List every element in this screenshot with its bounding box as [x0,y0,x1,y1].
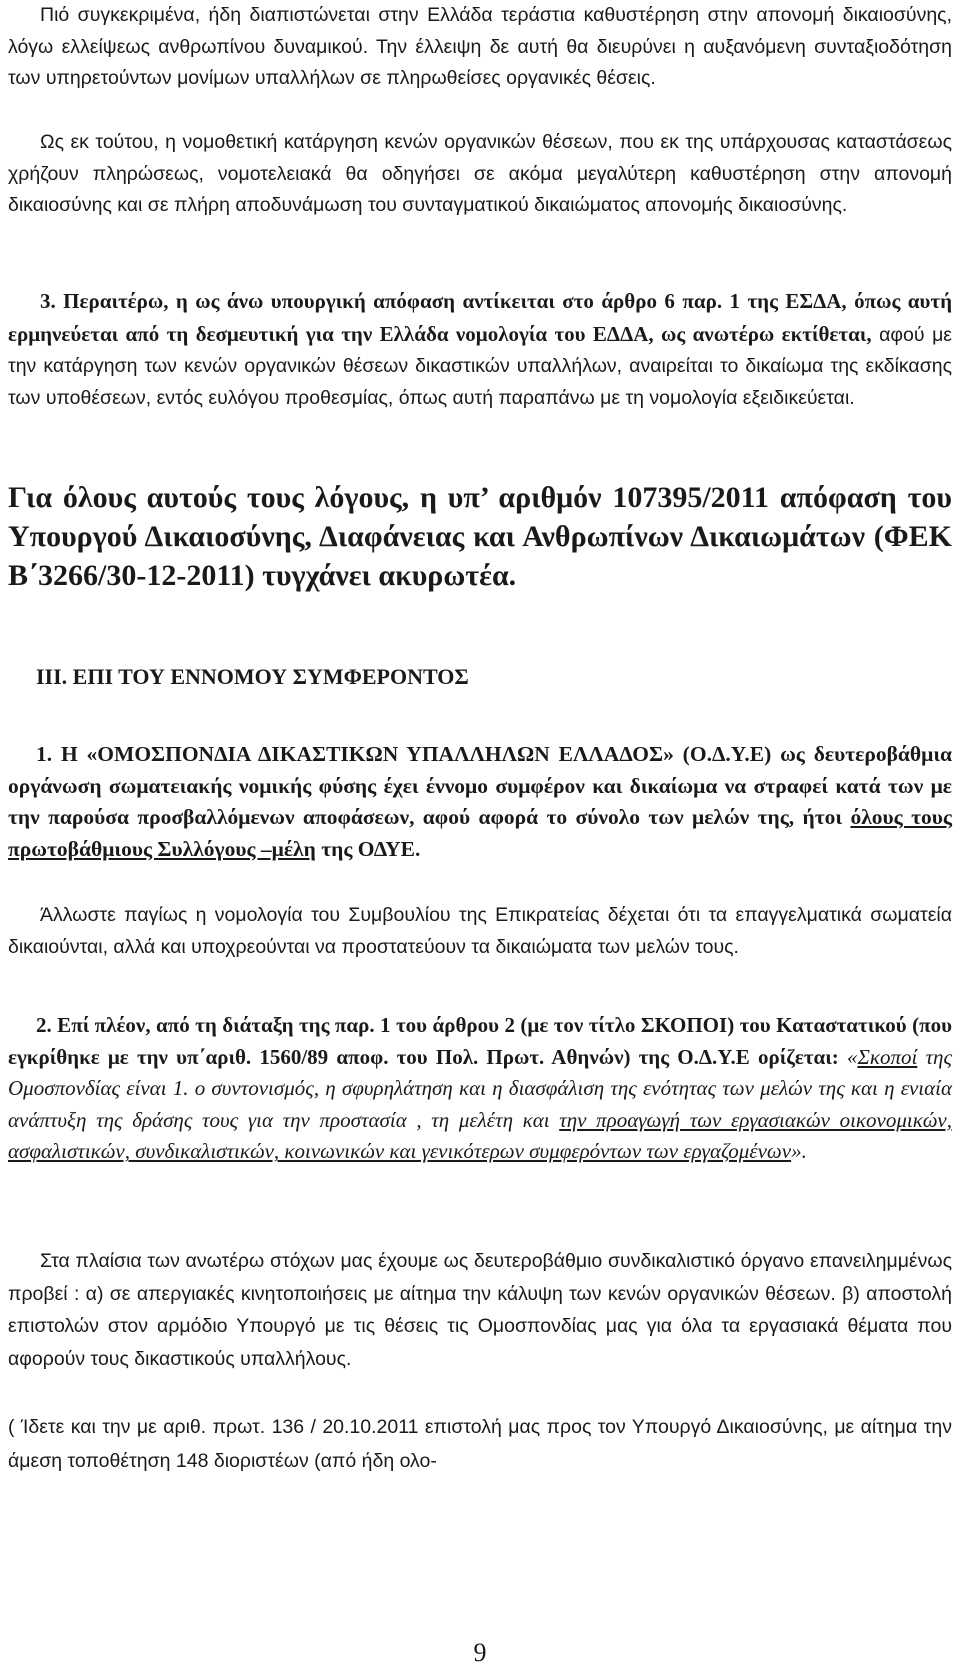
page-number: 9 [473,1638,487,1667]
paragraph-actions: Στα πλαίσια των ανωτέρω στόχων μας έχουμε ως δευτεροβάθμιο συνδικαλιστικό όργανο επανειλημμένως προβεί : α) σε απεργιακές κινητοποιήσεις με αίτημα την κάλυψη των κενών οργανικών θέσεων. β) αποστολή επιστολών στον αρμόδιο Υπουργό με τις θέσεις τις Ομοσπονδίας μας για όλα τα εργασιακά θέματα που αφορούν τους δικαστικούς υπαλλήλους. [8,1250,952,1370]
item2-quote-close: ». [791,1139,807,1164]
item1-text-a: 1. Η «ΟΜΟΣΠΟΝΔΙΑ ΔΙΚΑΣΤΙΚΩΝ ΥΠΑΛΛΗΛΩΝ ΕΛΛΑΔΟΣ» (Ο.Δ.Υ.Ε) ως δευτεροβάθμια οργάνωση σωματειακής νομικής φύσης έχει έννομο συμφέρον και δικαίωμα να στραφεί κατά των με την παρούσα προσβαλλόμενων αποφάσεων, αφού αφορά το σύνολο των μελών της, ήτοι [8,742,952,830]
item2-quote-plain: της Ομοσπονδίας είναι 1. ο συντονισμός, η σφυρηλάτηση και η διασφάλιση της ενότητας των μελών της και η ενιαία ανάπτυξη της δράσης τους για την προστασία , τη μελέτη και [8,1044,952,1132]
conclusion-statement: Για όλους αυτούς τους λόγους, η υπ’ αριθμόν 107395/2011 απόφαση του Υπουργού Δικαιοσύνης, Διαφάνειας και Ανθρωπίνων Δικαιωμάτων (ΦΕΚ Β΄3266/30-12-2011) τυγχάνει ακυρωτέα. [8,481,952,592]
item1-underlined: όλους τους πρωτοβάθμιους Συλλόγους –μέλη [8,805,952,861]
section-heading: ΙΙΙ. ΕΠΙ ΤΟΥ ΕΝΝΟΜΟΥ ΣΥΜΦΕΡΟΝΤΟΣ [36,664,469,689]
item2-quote-underlined-2: την προαγωγή των εργασιακών οικονομικών, ασφαλιστικών, συνδικαλιστικών, κοινωνικών και γενικότερων συμφερόντων των εργαζομένων [8,1107,953,1164]
paragraph-consequence: Ως εκ τούτου, η νομοθετική κατάργηση κενών οργανικών θέσεων, που εκ της υπάρχουσας καταστάσεως χρήζουν πληρώσεως, νομοτελειακά θα οδηγήσει σε ακόμα μεγαλύτερη καθυστέρηση στην απονομή δικαιοσύνης και σε πλήρη αποδυνάμωση του συνταγματικού δικαιώματος απονομής δικαιοσύνης. [8,131,952,217]
item2-quote-open: « [838,1044,858,1069]
paragraph-case-law: Άλλωστε παγίως η νομολογία του Συμβουλίου της Επικρατείας δέχεται ότι τα επαγγελματικά σωματεία δικαιούνται, αλλά και υποχρεούνται να προστατεύουν τα δικαιώματα των μελών τους. [8,904,952,958]
paragraph-echr-bold: 3. Περαιτέρω, η ως άνω υπουργική απόφαση αντίκειται στο άρθρο 6 παρ. 1 της ΕΣΔΑ, όπως αυτή ερμηνεύεται από τη δεσμευτική για την Ελλάδα νομολογία του ΕΔΔΑ, ως ανωτέρω εκτίθεται, [8,289,952,346]
paragraph-echr-article [8,286,952,414]
paragraph-delays: Πιό συγκεκριμένα, ήδη διαπιστώνεται στην Ελλάδα τεράστια καθυστέρηση στην απονομή δικαιοσύνης, λόγω ελλείψεως ανθρωπίνου δυναμικού. Την έλλειψη δε αυτή θα διευρύνει η αυξανόμενη συνταξιοδότηση των υπηρετούντων μονίμων υπαλλήλων σε πληρωθείσες οργανικές θέσεις. [8,4,952,90]
item2-bold: 2. Επί πλέον, από τη διάταξη της παρ. 1 του άρθρου 2 (με τον τίτλο ΣΚΟΠΟΙ) του Καταστατικού (που εγκρίθηκε με την υπ΄αριθ. 1560/89 αποφ. του Πολ. Πρωτ. Αθηνών) της Ο.Δ.Υ.Ε ορίζεται: [8,1013,952,1069]
item1-text-b: της ΟΔΥΕ. [315,836,421,861]
document-page [8,0,952,1673]
paragraph-letter-reference: ( Ίδετε και την με αριθ. πρωτ. 136 / 20.10.2011 επιστολή μας προς τον Υπουργό Δικαιοσύνης, με αίτημα την άμεση τοποθέτηση 148 διοριστέων (από ήδη ολο- [8,1416,952,1472]
item-federation-interest [8,739,952,865]
item2-quote-underlined-1: Σκοποί [857,1044,918,1069]
item-statute-purposes [8,1010,952,1168]
paragraph-echr-normal: αφού με την κατάργηση των κενών οργανικών θέσεων δικαστικών υπαλλήλων, αναιρείται το δικαίωμα της εκδίκασης των υποθέσεων, εντός ευλόγου προθεσμίας, όπως αυτή παραπάνω με τη νομολογία εξειδικεύεται. [8,323,952,409]
